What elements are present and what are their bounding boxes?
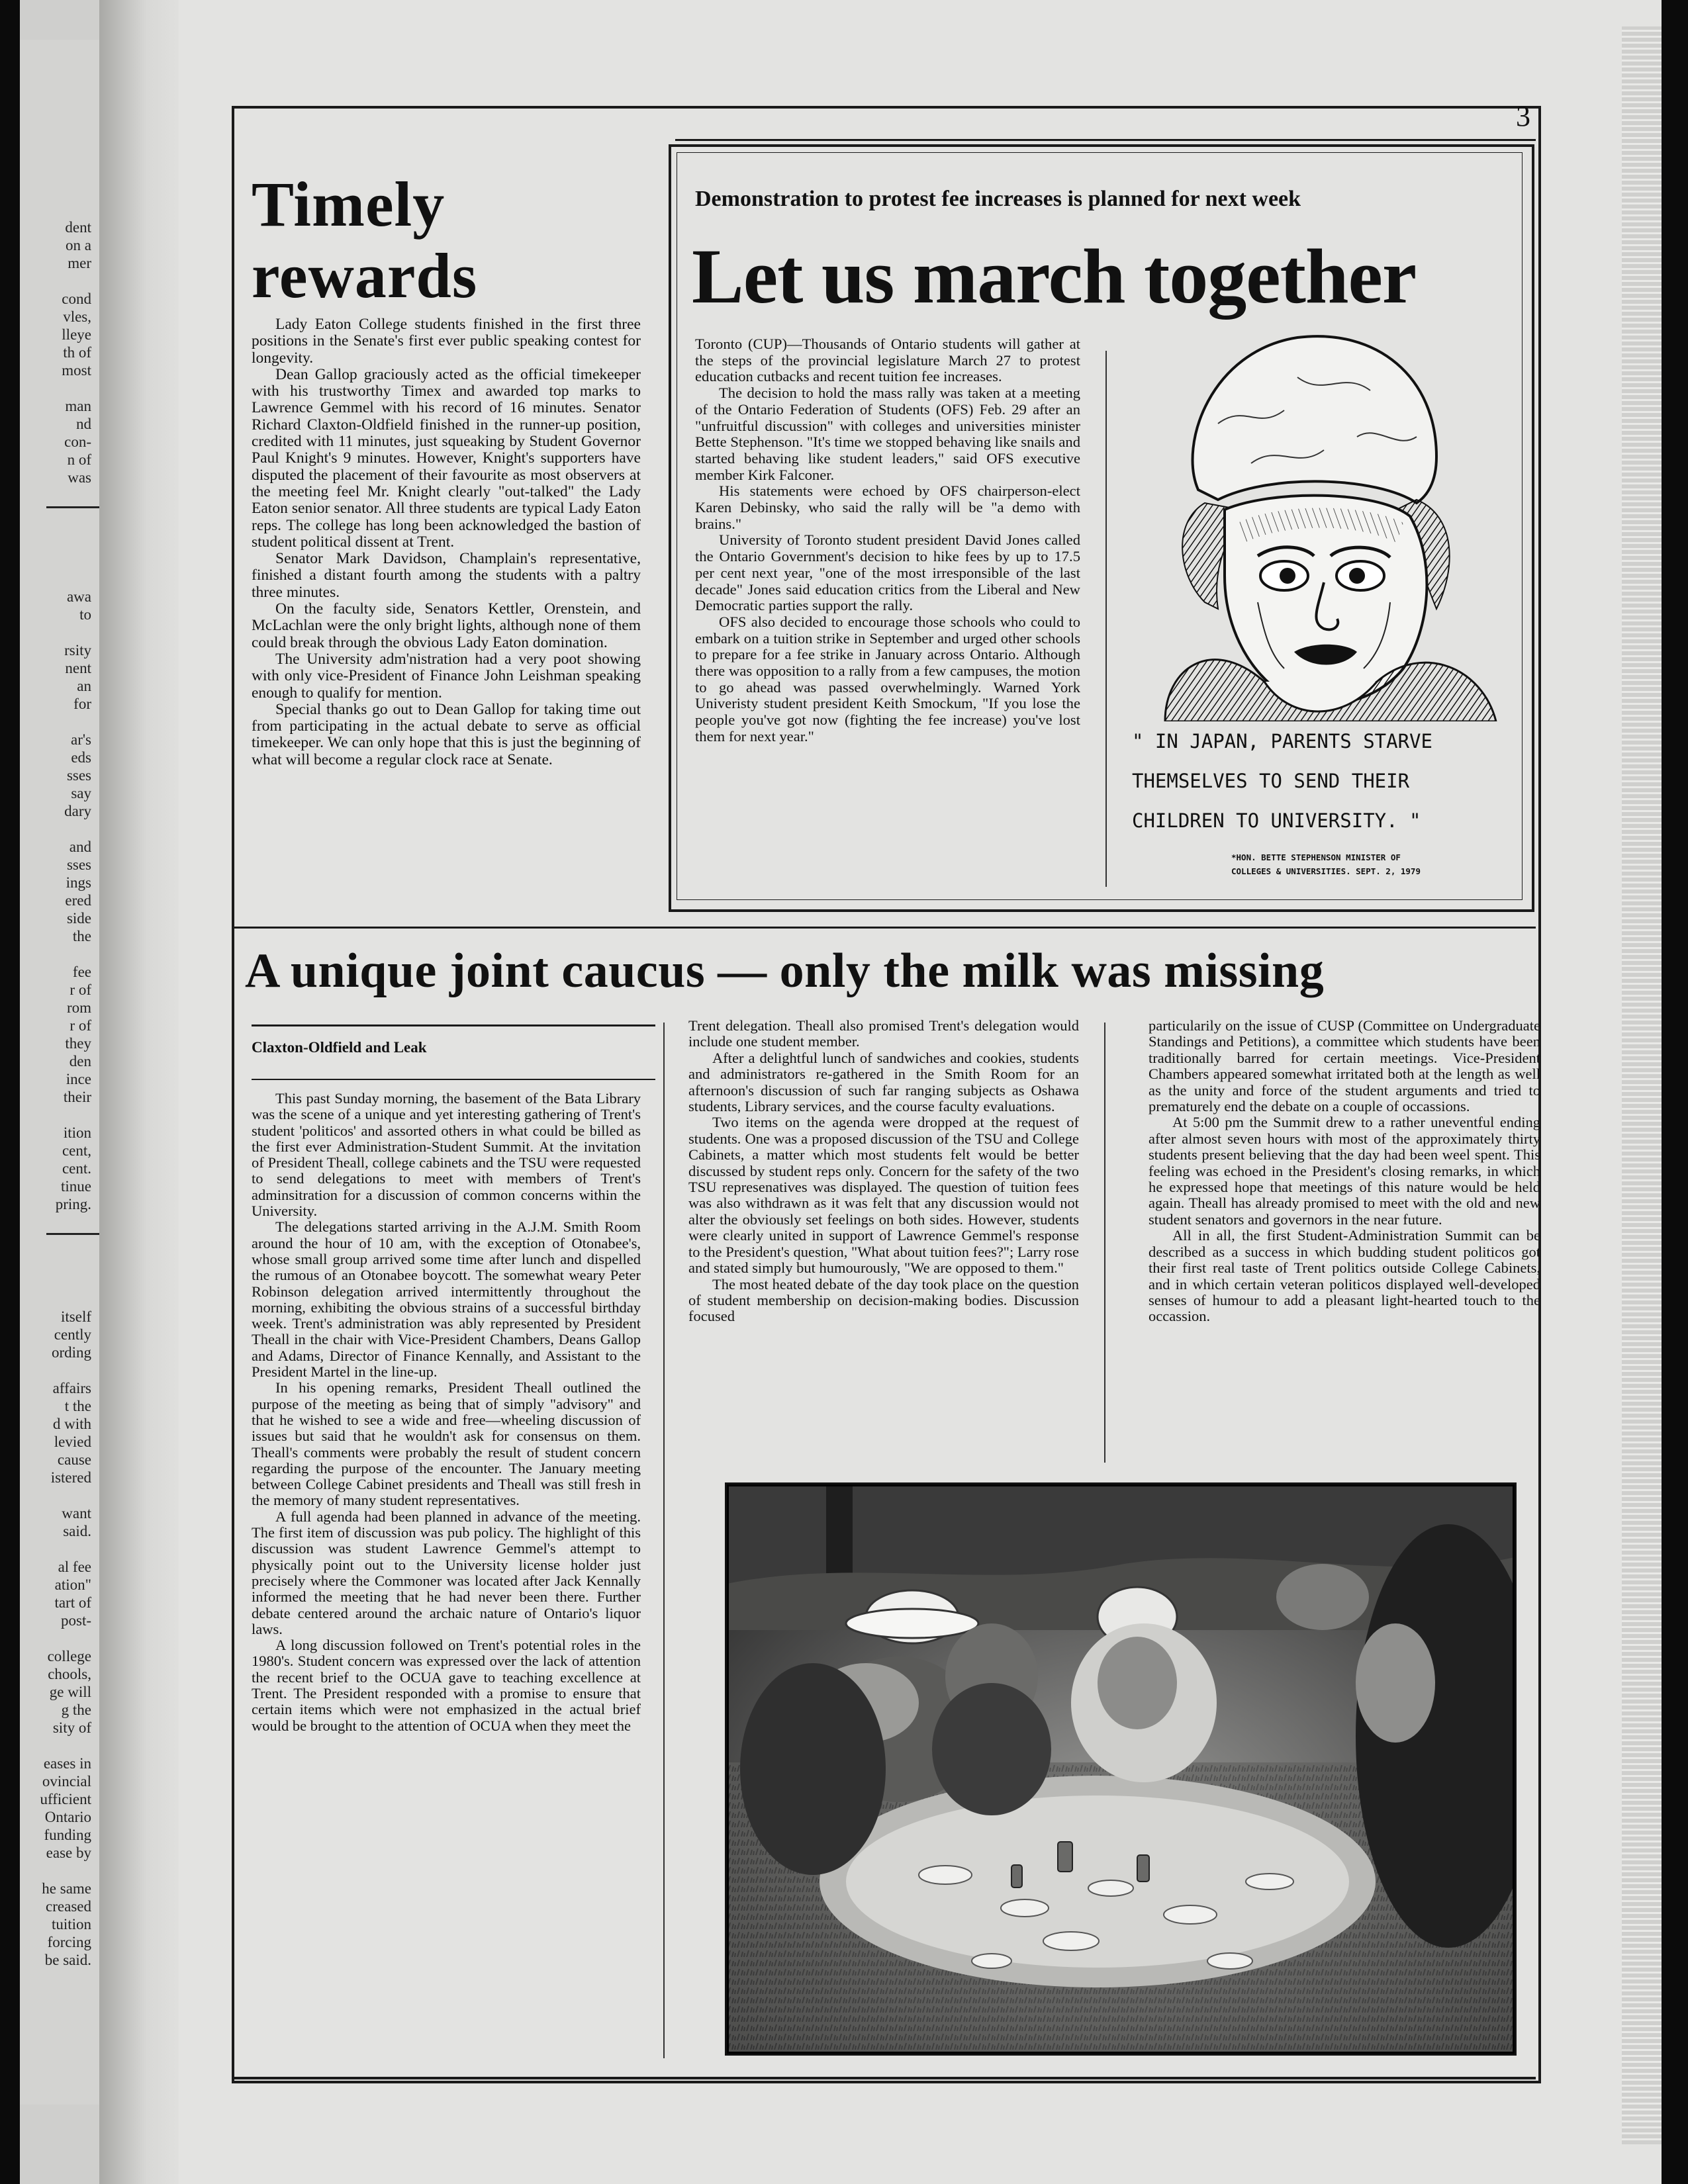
text-fragment: their xyxy=(63,1089,91,1105)
text-fragment: forcing xyxy=(47,1934,91,1950)
text-fragment: r of xyxy=(70,1017,91,1034)
text-fragment: ince xyxy=(66,1071,91,1087)
paragraph: After a delightful lunch of sandwiches and cookies, students and administrators re-gathered in the Smith Room for an afternoon's discussion of such far ranging subjects as Oshawa students, Library services, and the course faculty evaluations. xyxy=(688,1049,1079,1115)
paragraph: On the faculty side, Senators Kettler, Orenstein, and McLachlan were the only bright lights, although none of them could break through the obvious Lady Eaton domination. xyxy=(252,600,641,651)
text-fragment: istered xyxy=(50,1469,91,1486)
text-fragment: n of xyxy=(67,451,91,468)
text-fragment: tart of xyxy=(54,1594,91,1611)
text-fragment: they xyxy=(65,1035,91,1052)
text-fragment: dent xyxy=(65,219,91,236)
text-fragment: ge will xyxy=(49,1684,91,1700)
text-fragment: awa xyxy=(66,588,91,605)
text-fragment: he same xyxy=(42,1880,91,1897)
text-fragment: cent. xyxy=(62,1160,91,1177)
text-fragment: ings xyxy=(66,874,91,891)
text-fragment: ufficient xyxy=(40,1791,91,1807)
march-headline: Let us march together xyxy=(692,233,1417,320)
text-fragment: post- xyxy=(61,1612,91,1629)
text-fragment: for xyxy=(73,696,91,712)
byline-rule-top xyxy=(252,1024,655,1026)
paragraph: Two items on the agenda were dropped at the request of students. One was a proposed discussion of the TSU and College Cabinets, a matter which most students felt would be better discussed by student reps only. Concern for the safety of the two TSU represenatives was displayed. The question of tuition fees was also withdrawn as it was felt that any discussion would not alter the obviously set feelings on both sides. However, students were clearly united in support of Lawrence Gemmel's response to the President's question, "What about tuition fees?"; Larry rose and stated simply but humourously, "We are opposed to them." xyxy=(688,1114,1079,1277)
left-page-fragments-mid xyxy=(20,588,99,1213)
left-page-fragments-bottom xyxy=(20,1308,99,1969)
text-fragment: ar's xyxy=(71,731,91,748)
paragraph: Dean Gallop graciously acted as the official timekeeper with his trustworthy Timex and awarded top marks to Lawrence Gemmel with his record of 16 minutes. Senator Richard Claxton-Oldfield finished in the runner-up position, credited with 11 minutes, just squeaking by Student Governor Paul Knight's 9 minutes. However, Knight's supporters have disputed the placement of their favourite as most observers at the meeting feel Mr. Knight clearly "out-talked" the Lady Eaton senior senator. All three students are typical Lady Eaton reps. The college has long been acknowledged the bastion of student political dissent at Trent. xyxy=(252,365,641,551)
paragraph: Special thanks go out to Dean Gallop for taking time out from participating in the actual debate to serve as official timekeeper. We can only hope that this is just the beginning of what will become a regular clock race at Senate. xyxy=(252,700,641,768)
text-fragment xyxy=(20,820,99,838)
text-fragment: want xyxy=(62,1505,91,1522)
text-fragment: tuition xyxy=(51,1916,91,1933)
text-fragment: eases in xyxy=(43,1755,91,1772)
text-fragment: chools, xyxy=(48,1666,91,1682)
text-fragment: lleye xyxy=(62,326,91,343)
text-fragment: to xyxy=(79,606,91,623)
text-fragment: sses xyxy=(66,767,91,784)
paragraph: particularily on the issue of CUSP (Committee on Undergraduate Standings and Petitions), a committee which students have been traditionally barred for certain meetings. Vice-President Chambers appeared somewhat irritated both at the length as well as the unity and force of the student arguments and tried to prematurely end the debate on a couple of occassions. xyxy=(1149,1017,1540,1115)
quote-credit: *HON. BETTE STEPHENSON MINISTER OF COLLEGES & UNIVERSITIES. SEPT. 2, 1979 xyxy=(1231,852,1421,876)
bottom-rule xyxy=(232,2077,1536,2079)
march-column-rule xyxy=(1105,351,1107,887)
text-fragment: levied xyxy=(54,1433,91,1450)
text-fragment: ease by xyxy=(46,1844,91,1861)
section-rule xyxy=(232,927,1536,929)
caucus-column-2 xyxy=(688,1018,1079,1325)
text-fragment: rsity xyxy=(64,642,91,659)
paragraph: In his opening remarks, President Theall outlined the purpose of the meeting as being that of simply "advisory" and that he wished to see a wide and free—wheeling discussion of issues but said that he wouldn't ask for consensus on them. Theall's comments were probably the result of student concern regarding the purpose of the encounter. The January meeting between College Cabinet presidents and Theall was still fresh in the memory of many student representatives. xyxy=(252,1379,641,1509)
divider xyxy=(46,1233,99,1235)
text-fragment: ording xyxy=(51,1344,91,1361)
text-fragment: sity of xyxy=(52,1719,91,1736)
paragraph: The University adm'nistration had a very poot showing with only vice-President of Finance John Leishman speaking enough to qualify for mention. xyxy=(252,650,641,702)
text-fragment xyxy=(20,272,99,290)
text-fragment: creased xyxy=(46,1898,91,1915)
text-fragment: affairs xyxy=(52,1380,91,1396)
page-number: 3 xyxy=(1516,100,1530,132)
text-fragment: den xyxy=(69,1053,91,1069)
text-fragment xyxy=(20,1737,99,1754)
column-rule xyxy=(663,1023,665,2058)
text-fragment: th of xyxy=(63,344,91,361)
text-fragment: con- xyxy=(64,433,91,450)
text-fragment: side xyxy=(66,910,91,927)
text-fragment: on a xyxy=(66,237,91,253)
paragraph: All in all, the first Student-Administration Summit can be described as a success in which budding student politicos got their first real taste of Trent politics outside College Cabinets, and in which certain veteran politicos displayed well-developed senses of humour to add a pleasant light-hearted touch to the occassion. xyxy=(1149,1227,1540,1325)
paragraph: Toronto (CUP)—Thousands of Ontario students will gather at the steps of the provincial legislature March 27 to protest education cutbacks and recent tuition fee increases. xyxy=(695,336,1080,385)
caucus-column-3 xyxy=(1149,1018,1540,1325)
march-article-body xyxy=(695,336,1080,745)
text-fragment: g the xyxy=(61,1702,91,1718)
caucus-column-1 xyxy=(252,1091,641,1734)
text-fragment: cently xyxy=(54,1326,91,1343)
text-fragment: said. xyxy=(63,1523,91,1539)
paragraph: A long discussion followed on Trent's potential roles in the 1980's. Student concern was expressed over the lack of attention the recent brief to the OCUA gave to teaching excellence at Trent. The President responded with a promise to ensure that certain items which were not emphasized in the actual brief would be brought to the attention of OCUA when they meet the xyxy=(252,1637,641,1734)
text-fragment xyxy=(20,713,99,731)
text-fragment: d with xyxy=(52,1416,91,1432)
paragraph: Lady Eaton College students finished in the first three positions in the Senate's first ever public speaking contest for longevity. xyxy=(252,316,641,367)
text-fragment: fee xyxy=(72,964,91,980)
text-fragment: r of xyxy=(70,981,91,998)
paragraph: The decision to hold the mass rally was taken at a meeting of the Ontario Federation of Students (OFS) Feb. 29 after an "unfruitful discussion" with colleges and universities minister Bette Stephenson. "It's time we stopped behaving like snails and started behaving like student leaders," said OFS executive member Kirk Falconer. xyxy=(695,385,1080,483)
timely-rewards-title: Timely rewards xyxy=(252,169,478,311)
paragraph: Senator Mark Davidson, Champlain's representative, finished a distant fourth among the students with a paltry three minutes. xyxy=(252,550,641,601)
stephenson-quote: " IN JAPAN, PARENTS STARVE THEMSELVES TO SEND THEIR CHILDREN TO UNIVERSITY. " xyxy=(1132,730,1432,832)
text-fragment: cause xyxy=(57,1451,91,1468)
caucus-byline: Claxton-Oldfield and Leak xyxy=(252,1039,427,1056)
text-fragment xyxy=(20,379,99,397)
text-fragment: mer xyxy=(68,255,91,271)
left-page-edge xyxy=(20,40,102,2105)
text-fragment xyxy=(20,1862,99,1880)
text-fragment: was xyxy=(68,469,91,486)
text-fragment: man xyxy=(65,398,91,414)
text-fragment: nent xyxy=(65,660,91,676)
text-fragment: ered xyxy=(65,892,91,909)
text-fragment: an xyxy=(77,678,91,694)
text-fragment: and xyxy=(69,839,91,855)
text-fragment: rom xyxy=(66,999,91,1016)
paragraph: The most heated debate of the day took place on the question of student membership on decision-making bodies. Discussion focused xyxy=(688,1275,1079,1325)
text-fragment: sses xyxy=(66,856,91,873)
text-fragment: dary xyxy=(64,803,91,819)
text-fragment: be said. xyxy=(44,1952,91,1968)
top-rule xyxy=(675,139,1536,141)
text-fragment: ovincial xyxy=(42,1773,91,1790)
text-fragment: Ontario xyxy=(44,1809,91,1825)
text-fragment xyxy=(20,1106,99,1124)
march-kicker: Demonstration to protest fee increases is planned for next week xyxy=(695,187,1301,211)
caricature-illustration xyxy=(1125,324,1509,721)
text-fragment: funding xyxy=(44,1827,91,1843)
text-fragment xyxy=(20,1540,99,1558)
left-page-fragments-top xyxy=(20,218,99,486)
text-fragment: itself xyxy=(61,1308,91,1325)
text-fragment: cond xyxy=(62,291,91,307)
text-fragment: pring. xyxy=(55,1196,91,1212)
paragraph: The delegations started arriving in the A.J.M. Smith Room around the hour of 10 am, with the exception of Otonabee's, whose small group arrived some time after lunch and dispelled the rumous of an Otonabee boycott. The somewhat weary Peter Robinson delegation arrived intermittently throughout the morning, exhibiting the obvious strains of a successful birthday week. Trent's administration was ably represented by President Theall in the chair with Vice-President Chambers, Deans Gallop and Adams, Director of Finance Kennally, and Assistant to the President Martel in the line-up. xyxy=(252,1218,641,1381)
text-fragment: nd xyxy=(76,416,91,432)
text-fragment xyxy=(20,945,99,963)
picnic-photograph xyxy=(725,1482,1517,2056)
paragraph: A full agenda had been planned in advance of the meeting. The first item of discussion was pub policy. The highlight of this discussion was student Lawrence Gemmel's attempt to physically point out to the University license holder just precisely where the Commoner was located after Jack Kennally informed the meeting that he had never been there. Further debate centered around the archaic nature of Ontario's liquor laws. xyxy=(252,1508,641,1637)
paragraph: His statements were echoed by OFS chairperson-elect Karen Debinsky, who said the rally will be "a demo with brains." xyxy=(695,482,1080,532)
text-fragment: vles, xyxy=(63,308,91,325)
text-fragment: t the xyxy=(64,1398,91,1414)
timely-rewards-body xyxy=(252,316,641,768)
caucus-headline: A unique joint caucus — only the milk was missing xyxy=(245,944,1325,998)
text-fragment xyxy=(20,1486,99,1504)
text-fragment: say xyxy=(71,785,91,801)
text-fragment: tinue xyxy=(61,1178,91,1195)
paragraph: University of Toronto student president David Jones called the Ontario Government's decision to hike fees by up to 17.5 per cent next year, "one of the most irresponsible of the last decade" Jones said education critics from the Liberal and New Democratic parties support the rally. xyxy=(695,531,1080,614)
text-fragment: the xyxy=(72,928,91,944)
text-fragment: eds xyxy=(71,749,91,766)
text-fragment: most xyxy=(62,362,91,379)
text-fragment: ition xyxy=(63,1124,91,1141)
text-fragment xyxy=(20,1361,99,1379)
paragraph: This past Sunday morning, the basement of the Bata Library was the scene of a unique and yet interesting gathering of Trent's student 'politicos' and assorted others in what could be billed as the first ever Administration-Student Summit. At the invitation of President Theall, college cabinets and the TSU were requested to send delegations to meet with members of Trent's adminsitration for a discussion of common concerns within the University. xyxy=(252,1090,641,1220)
byline-rule-bottom xyxy=(252,1079,655,1080)
paragraph: Trent delegation. Theall also promised Trent's delegation would include one student member. xyxy=(688,1017,1079,1050)
page-edge xyxy=(1622,26,1662,2144)
text-fragment xyxy=(20,1629,99,1647)
paragraph: OFS also decided to encourage those schools who could to embark on a tuition strike in September and urged other schools to prepare for a fee strike in January across Ontario. Although there was opposition to a rally from a few campuses, the motion to go ahead was passed overwhelmingly. Warned York Univeristy student president Keith Smockum, "If you lose the people you've got now (fighting the fee increase) you've lost them for next year." xyxy=(695,613,1080,745)
column-rule xyxy=(1104,1023,1105,1463)
paragraph: At 5:00 pm the Summit drew to a rather uneventful ending after almost seven hours with most of the approximately thirty students present believing that the day had been weel spent. This feeling was echoed in the President's closing remarks, in which he expressed hope that meetings of this nature would be held again. Theall has already promised to meet with the old and new student senators and governors in the near future. xyxy=(1149,1114,1540,1228)
text-fragment: college xyxy=(47,1648,91,1664)
text-fragment xyxy=(20,623,99,641)
text-fragment: ation" xyxy=(54,1576,91,1593)
text-fragment: al fee xyxy=(58,1559,91,1575)
text-fragment: cent, xyxy=(62,1142,91,1159)
divider xyxy=(46,506,99,508)
